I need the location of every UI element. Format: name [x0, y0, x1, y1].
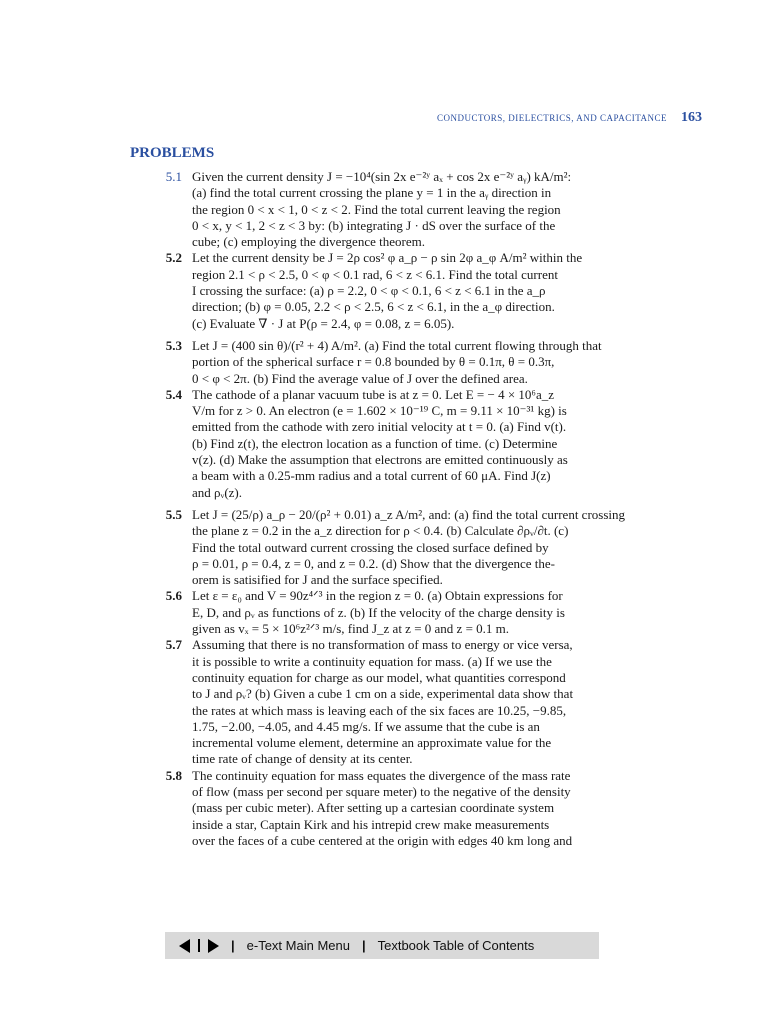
problem-line: ρ = 0.01, ρ = 0.4, z = 0, and z = 0.2. (d) Show that the divergence the-	[192, 555, 556, 571]
problem-line: to J and ρᵥ? (b) Given a cube 1 cm on a side, experimental data show that	[192, 686, 574, 702]
problem-text	[182, 768, 650, 849]
nav-separator: |	[361, 938, 366, 953]
problem-item	[130, 250, 650, 331]
problem-line: 0 < x, y < 1, 2 < z < 3 by: (b) integrating J · dS over the surface of the	[192, 217, 556, 233]
chapter-title: CONDUCTORS, DIELECTRICS, AND CAPACITANCE	[436, 113, 667, 123]
problem-text	[182, 338, 650, 387]
problem-line: and ρᵥ(z).	[192, 484, 243, 500]
navigation-bar	[165, 932, 599, 959]
problem-line: Let J = (25/ρ) a_ρ − 20/(ρ² + 0.01) a_z A/m², and: (a) find the total current crossing	[192, 506, 626, 522]
problem-item	[130, 507, 650, 588]
problem-line: Assuming that there is no transformation of mass to energy or vice versa,	[192, 637, 573, 653]
problem-line: (a) find the total current crossing the plane y = 1 in the aᵧ direction in	[192, 185, 552, 201]
problem-line: region 2.1 < ρ < 2.5, 0 < φ < 0.1 rad, 6 < z < 6.1. Find the total current	[192, 266, 558, 282]
problem-line: v(z). (d) Make the assumption that electrons are emitted continuously as	[192, 452, 568, 468]
problem-line: the plane z = 0.2 in the a_z direction for ρ < 0.4. (b) Calculate ∂ρᵥ/∂t. (c)	[192, 523, 569, 539]
problem-line: E, D, and ρᵥ as functions of z. (b) If the velocity of the charge density is	[192, 604, 565, 620]
problem-line: (c) Evaluate ∇ · J at P(ρ = 2.4, φ = 0.08, z = 6.05).	[192, 315, 455, 331]
problem-line: Let ε = ε₀ and V = 90z⁴ᐟ³ in the region z = 0. (a) Obtain expressions for	[192, 588, 563, 604]
problem-line: incremental volume element, determine an approximate value for the	[192, 735, 552, 751]
current-page-marker-icon[interactable]	[198, 939, 200, 952]
problem-line: over the faces of a cube centered at the origin with edges 40 km long and	[192, 832, 573, 848]
problem-line: direction; (b) φ = 0.05, 2.2 < ρ < 2.5, 6 < z < 6.1, in the a_φ direction.	[192, 299, 555, 315]
problem-text	[182, 588, 650, 637]
problem-line: inside a star, Captain Kirk and his intrepid crew make measurements	[192, 816, 550, 832]
problem-line: the region 0 < x < 1, 0 < z < 2. Find the total current leaving the region	[192, 201, 561, 217]
problem-line: The cathode of a planar vacuum tube is at z = 0. Let E = − 4 × 10⁶a_z	[192, 386, 554, 402]
problem-item	[130, 387, 650, 501]
problem-line: emitted from the cathode with zero initial velocity at t = 0. (a) Find v(t).	[192, 419, 567, 435]
problem-item	[130, 338, 650, 387]
problem-line: I crossing the surface: (a) ρ = 2.2, 0 < φ < 0.1, 6 < z < 6.1 in the a_ρ	[192, 283, 546, 299]
problem-text	[182, 250, 650, 331]
problem-number: 5.2	[165, 250, 182, 266]
problem-text	[182, 507, 650, 588]
problem-line: (mass per cubic meter). After setting up a cartesian coordinate system	[192, 800, 555, 816]
problem-line: the rates at which mass is leaving each of the six faces are 10.25, −9.85,	[192, 702, 567, 718]
problem-line: 1.75, −2.00, −4.05, and 4.45 mg/s. If we assume that the cube is an	[192, 718, 540, 734]
problem-line: of flow (mass per second per square meter) to the negative of the density	[192, 783, 571, 799]
problem-item	[130, 588, 650, 637]
running-header	[130, 110, 702, 126]
nav-separator: |	[231, 938, 235, 953]
problem-number: 5.5	[165, 506, 182, 522]
problem-line: it is possible to write a continuity equation for mass. (a) If we use the	[192, 653, 552, 669]
table-of-contents-link[interactable]: Textbook Table of Contents	[377, 938, 535, 953]
problem-text	[182, 637, 650, 767]
problem-text	[182, 387, 650, 501]
problem-list	[130, 169, 650, 849]
problem-line: 0 < φ < 2π. (b) Find the average value of J over the defined area.	[192, 370, 528, 386]
problem-line: Given the current density J = −10⁴(sin 2x e⁻²ʸ aₓ + cos 2x e⁻²ʸ aᵧ) kA/m²:	[192, 169, 572, 184]
problem-number: 5.3	[165, 337, 182, 353]
page-nav-controls	[165, 939, 219, 953]
problem-line: (b) Find z(t), the electron location as a function of time. (c) Determine	[192, 435, 558, 451]
problem-line: portion of the spherical surface r = 0.8 bounded by θ = 0.1π, θ = 0.3π,	[192, 354, 555, 370]
page-number: 163	[681, 110, 702, 125]
problem-number: 5.4	[165, 386, 182, 402]
etext-main-menu-link[interactable]: e-Text Main Menu	[246, 938, 350, 953]
problem-line: given as vₓ = 5 × 10⁶z²ᐟ³ m/s, find J_z at z = 0 and z = 0.1 m.	[192, 621, 510, 637]
problem-line: continuity equation for charge as our model, what quantities correspond	[192, 669, 566, 685]
problem-line: orem is satisified for J and the surface specified.	[192, 572, 443, 588]
problem-text	[182, 169, 650, 250]
next-page-icon[interactable]	[208, 939, 219, 953]
section-heading: PROBLEMS	[130, 145, 215, 161]
problem-line: Let the current density be J = 2ρ cos² φ a_ρ − ρ sin 2φ a_φ A/m² within the	[192, 250, 583, 266]
problem-line: Let J = (400 sin θ)/(r² + 4) A/m². (a) Find the total current flowing through that	[192, 337, 602, 353]
problem-item	[130, 637, 650, 767]
problem-line: cube; (c) employing the divergence theorem.	[192, 234, 425, 250]
problem-number: 5.8	[165, 767, 182, 783]
problem-line: Find the total outward current crossing the closed surface defined by	[192, 539, 549, 555]
problem-item	[130, 169, 650, 250]
problem-line: V/m for z > 0. An electron (e = 1.602 × 10⁻¹⁹ C, m = 9.11 × 10⁻³¹ kg) is	[192, 403, 567, 419]
problem-line: time rate of change of density at its center.	[192, 751, 413, 767]
problem-line: The continuity equation for mass equates the divergence of the mass rate	[192, 767, 571, 783]
problem-item	[130, 768, 650, 849]
problem-line: a beam with a 0.25-mm radius and a total current of 60 μA. Find J(z)	[192, 468, 551, 484]
problem-number: 5.1	[165, 169, 182, 184]
problem-number: 5.6	[165, 588, 182, 604]
problem-number: 5.7	[165, 637, 182, 653]
previous-page-icon[interactable]	[179, 939, 190, 953]
